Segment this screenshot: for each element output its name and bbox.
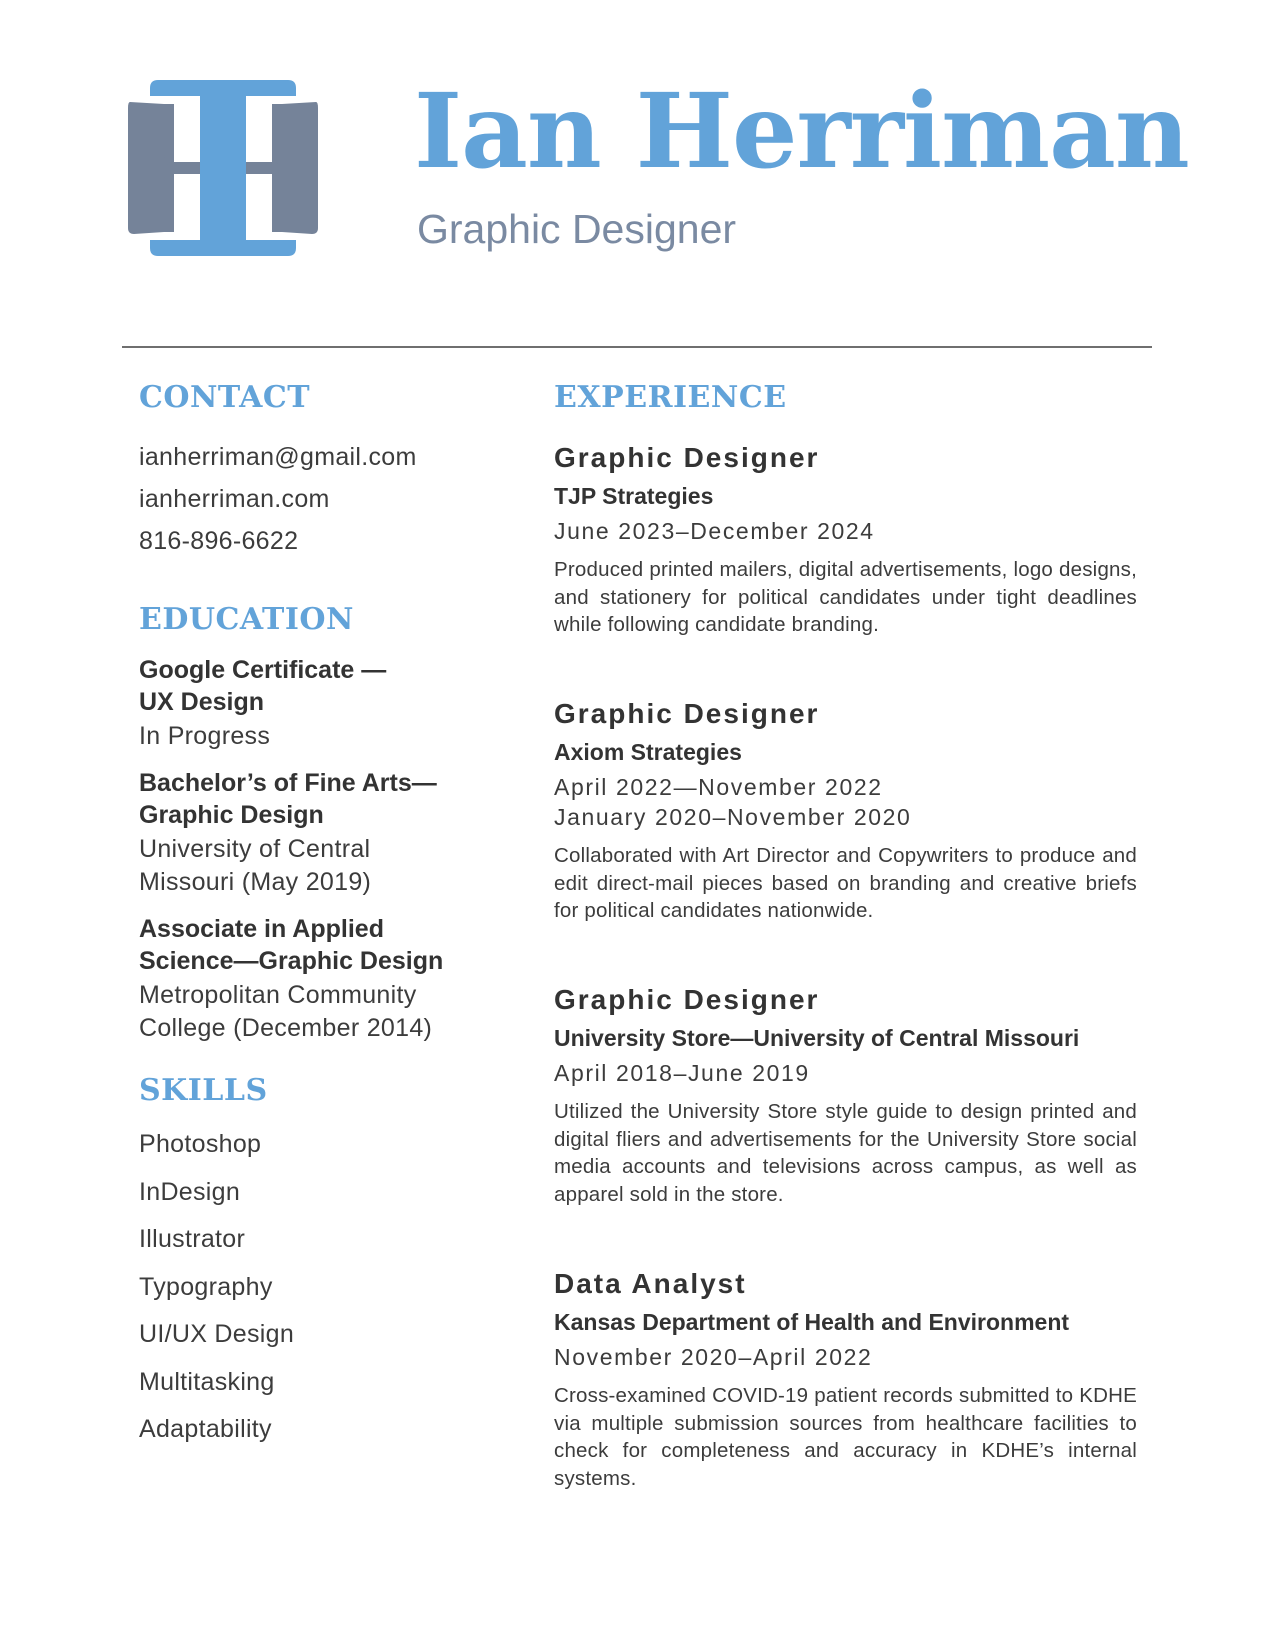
education-detail: College (December 2014) xyxy=(139,1014,433,1042)
job-dates: April 2022—November 2022 xyxy=(554,774,883,800)
education-item xyxy=(139,767,499,899)
education-list xyxy=(139,654,499,1045)
resume-role: Graphic Designer xyxy=(417,206,737,252)
contact-list xyxy=(139,436,499,562)
job-title: Graphic Designer xyxy=(554,442,820,473)
skill-item: Photoshop xyxy=(139,1130,262,1158)
job-dates: April 2018–June 2019 xyxy=(554,1060,810,1086)
job-company: University Store—University of Central Missouri xyxy=(554,1025,1080,1051)
experience-item xyxy=(554,696,1137,925)
job-title: Graphic Designer xyxy=(554,984,820,1015)
skill-item: Adaptability xyxy=(139,1415,272,1443)
job-company: TJP Strategies xyxy=(554,483,714,509)
contact-email[interactable]: ianherriman@gmail.com xyxy=(139,443,417,471)
education-detail: In Progress xyxy=(139,722,271,750)
education-title: Associate in Applied xyxy=(139,915,384,943)
skill-item: Typography xyxy=(139,1272,273,1301)
education-title: Graphic Design xyxy=(139,801,324,829)
education-detail: University of Central xyxy=(139,835,371,863)
education-item xyxy=(139,654,499,753)
ih-monogram-logo-icon xyxy=(124,78,322,258)
skill-item: Multitasking xyxy=(139,1367,275,1396)
education-title: UX Design xyxy=(139,688,265,716)
skills-list xyxy=(139,1121,499,1454)
education-item xyxy=(139,913,499,1045)
experience-heading: EXPERIENCE xyxy=(554,380,787,415)
education-title: Bachelor’s of Fine Arts— xyxy=(139,769,437,797)
experience-item xyxy=(554,1266,1137,1492)
resume-name: Ian Herriman xyxy=(414,71,1189,192)
contact-phone[interactable]: 816-896-6622 xyxy=(139,527,299,555)
skill-item: Illustrator xyxy=(139,1225,246,1253)
experience-item xyxy=(554,440,1137,639)
header-divider xyxy=(122,346,1152,348)
job-title: Data Analyst xyxy=(554,1268,747,1299)
experience-item xyxy=(554,982,1137,1208)
job-description: Collaborated with Art Director and Copywriters to produce and edit direct-mail pieces based on branding and creative briefs for political candidates nationwide. xyxy=(554,844,1137,922)
job-description: Produced printed mailers, digital advertisements, logo designs, and stationery for political candidates under tight deadlines while following candidate branding. xyxy=(554,558,1137,636)
job-company: Axiom Strategies xyxy=(554,739,742,765)
job-company: Kansas Department of Health and Environment xyxy=(554,1309,1070,1335)
skill-item: UI/UX Design xyxy=(139,1320,295,1348)
job-title: Graphic Designer xyxy=(554,698,820,729)
job-description: Cross-examined COVID-19 patient records submitted to KDHE via multiple submission sources from healthcare facilities to check for completeness and accuracy in KDHE’s internal systems. xyxy=(554,1384,1137,1490)
education-title: Science—Graphic Design xyxy=(139,947,444,975)
education-detail: Missouri (May 2019) xyxy=(139,868,372,896)
contact-heading: CONTACT xyxy=(139,380,311,415)
left-column xyxy=(139,380,499,1454)
skills-heading: SKILLS xyxy=(139,1073,268,1108)
right-column xyxy=(554,380,1137,1490)
job-dates: November 2020–April 2022 xyxy=(554,1344,873,1370)
contact-website[interactable]: ianherriman.com xyxy=(139,485,330,513)
education-title: Google Certificate — xyxy=(139,656,387,684)
job-dates: January 2020–November 2020 xyxy=(554,804,912,830)
education-heading: EDUCATION xyxy=(139,602,354,637)
education-detail: Metropolitan Community xyxy=(139,981,417,1009)
skill-item: InDesign xyxy=(139,1177,241,1206)
job-description: Utilized the University Store style guide to design printed and digital fliers and advertisements for the University Store social media accounts and televisions across campus, as well as apparel sold in the store. xyxy=(554,1100,1137,1206)
job-dates: June 2023–December 2024 xyxy=(554,518,875,544)
